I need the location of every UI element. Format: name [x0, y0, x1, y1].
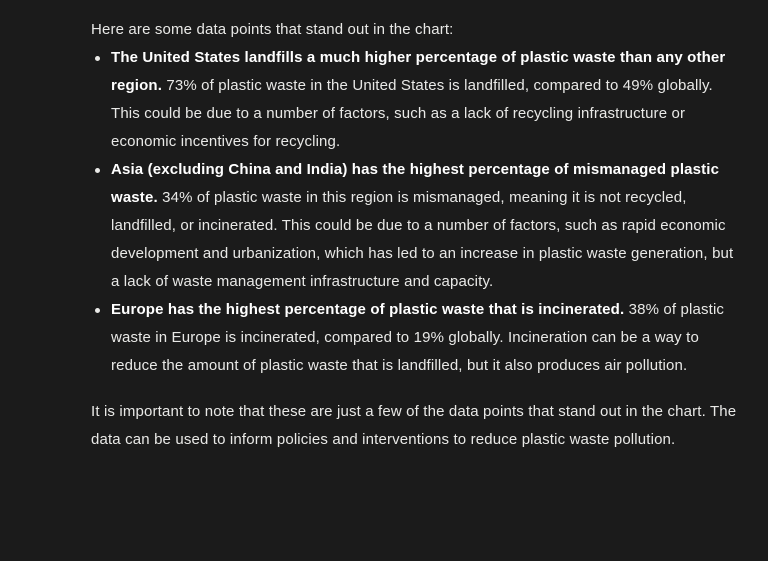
document-content: [66, 0, 768, 561]
outro-paragraph: It is important to note that these are just a few of the data points that stand out in the chart. The data can be used to inform policies and interventions to reduce plastic waste pollution.: [91, 403, 737, 448]
list-item: [91, 296, 742, 380]
list-item-lead: Europe has the highest percentage of plastic waste that is incinerated.: [111, 301, 625, 318]
list-item: [91, 156, 742, 296]
intro-paragraph: Here are some data points that stand out in the chart:: [91, 21, 454, 38]
data-points-list: [91, 44, 742, 380]
list-item-body: 73% of plastic waste in the United States is landfilled, compared to 49% globally. This could be due to a number of factors, such as a lack of recycling infrastructure or economic incentives for recycling.: [111, 77, 713, 150]
list-item-body: 38% of plastic waste in Europe is incinerated, compared to 19% globally. Incineration can be a way to reduce the amount of plastic waste that is landfilled, but it also produces air pollution.: [111, 301, 725, 374]
list-item-lead: Asia (excluding China and India) has the highest percentage of mismanaged plastic waste.: [111, 161, 720, 206]
list-item-body: 34% of plastic waste in this region is mismanaged, meaning it is not recycled, landfilled, or incinerated. This could be due to a number of factors, such as rapid economic development and urbanization, which has led to an increase in plastic waste generation, but a lack of waste management infrastructure and capacity.: [111, 189, 734, 290]
list-item: [91, 44, 742, 156]
left-gutter: [0, 0, 66, 561]
list-item-lead: The United States landfills a much higher percentage of plastic waste than any other region.: [111, 49, 726, 94]
